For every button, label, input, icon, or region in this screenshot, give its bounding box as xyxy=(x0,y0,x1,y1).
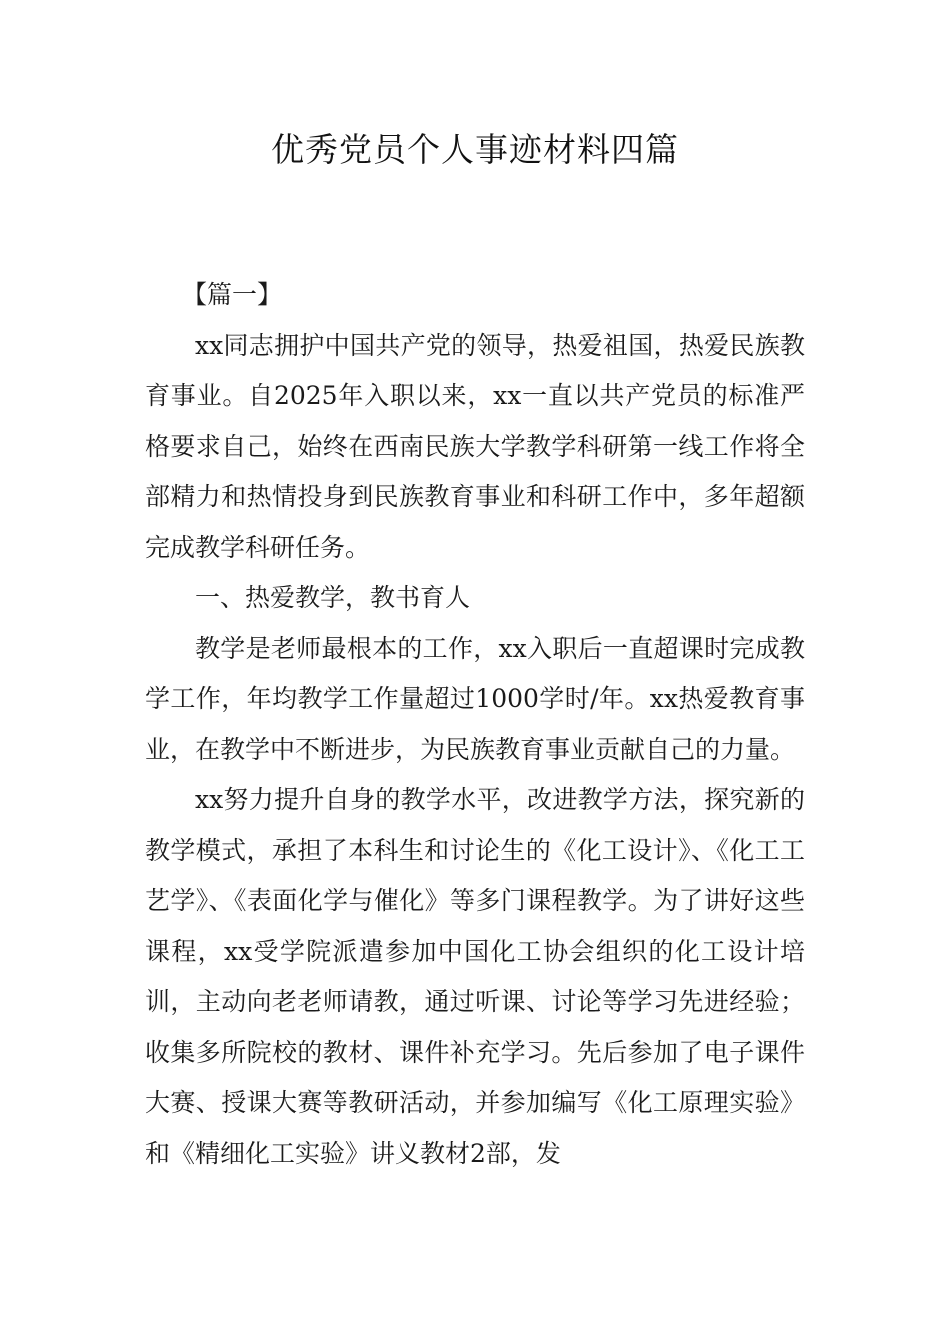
section-tag: 【篇一】 xyxy=(182,280,283,309)
document-title: 优秀党员个人事迹材料四篇 xyxy=(271,130,679,169)
paragraph-improvement: xx努力提升自身的教学水平，改进教学方法，探究新的教学模式，承担了本科生和讨论生的《化工设计》、《化工工艺学》、《表面化学与催化》等多门课程教学。为了讲好这些课程，xx受学院派遣参加中国化工协会组织的化工设计培训，主动向老老师请教，通过听课、讨论等学习先进经验；收集多所院校的教材、课件补充学习。先后参加了电子课件大赛、授课大赛等教研活动，并参加编写《化工原理实验》和《精细化工实验》讲义教材2部，发 xyxy=(145,785,805,1168)
paragraph-intro: xx同志拥护中国共产党的领导，热爱祖国，热爱民族教育事业。自2025年入职以来，xx一直以共产党员的标准严格要求自己，始终在西南民族大学教学科研第一线工作将全部精力和热情投身到民族教育事业和科研工作中，多年超额完成教学科研任务。 xyxy=(145,330,805,562)
section-heading: 一、热爱教学，教书育人 xyxy=(195,583,471,612)
document-body xyxy=(145,270,805,1179)
paragraph-teaching: 教学是老师最根本的工作，xx入职后一直超课时完成教学工作，年均教学工作量超过1000学时/年。xx热爱教育事业，在教学中不断进步，为民族教育事业贡献自己的力量。 xyxy=(145,633,805,764)
